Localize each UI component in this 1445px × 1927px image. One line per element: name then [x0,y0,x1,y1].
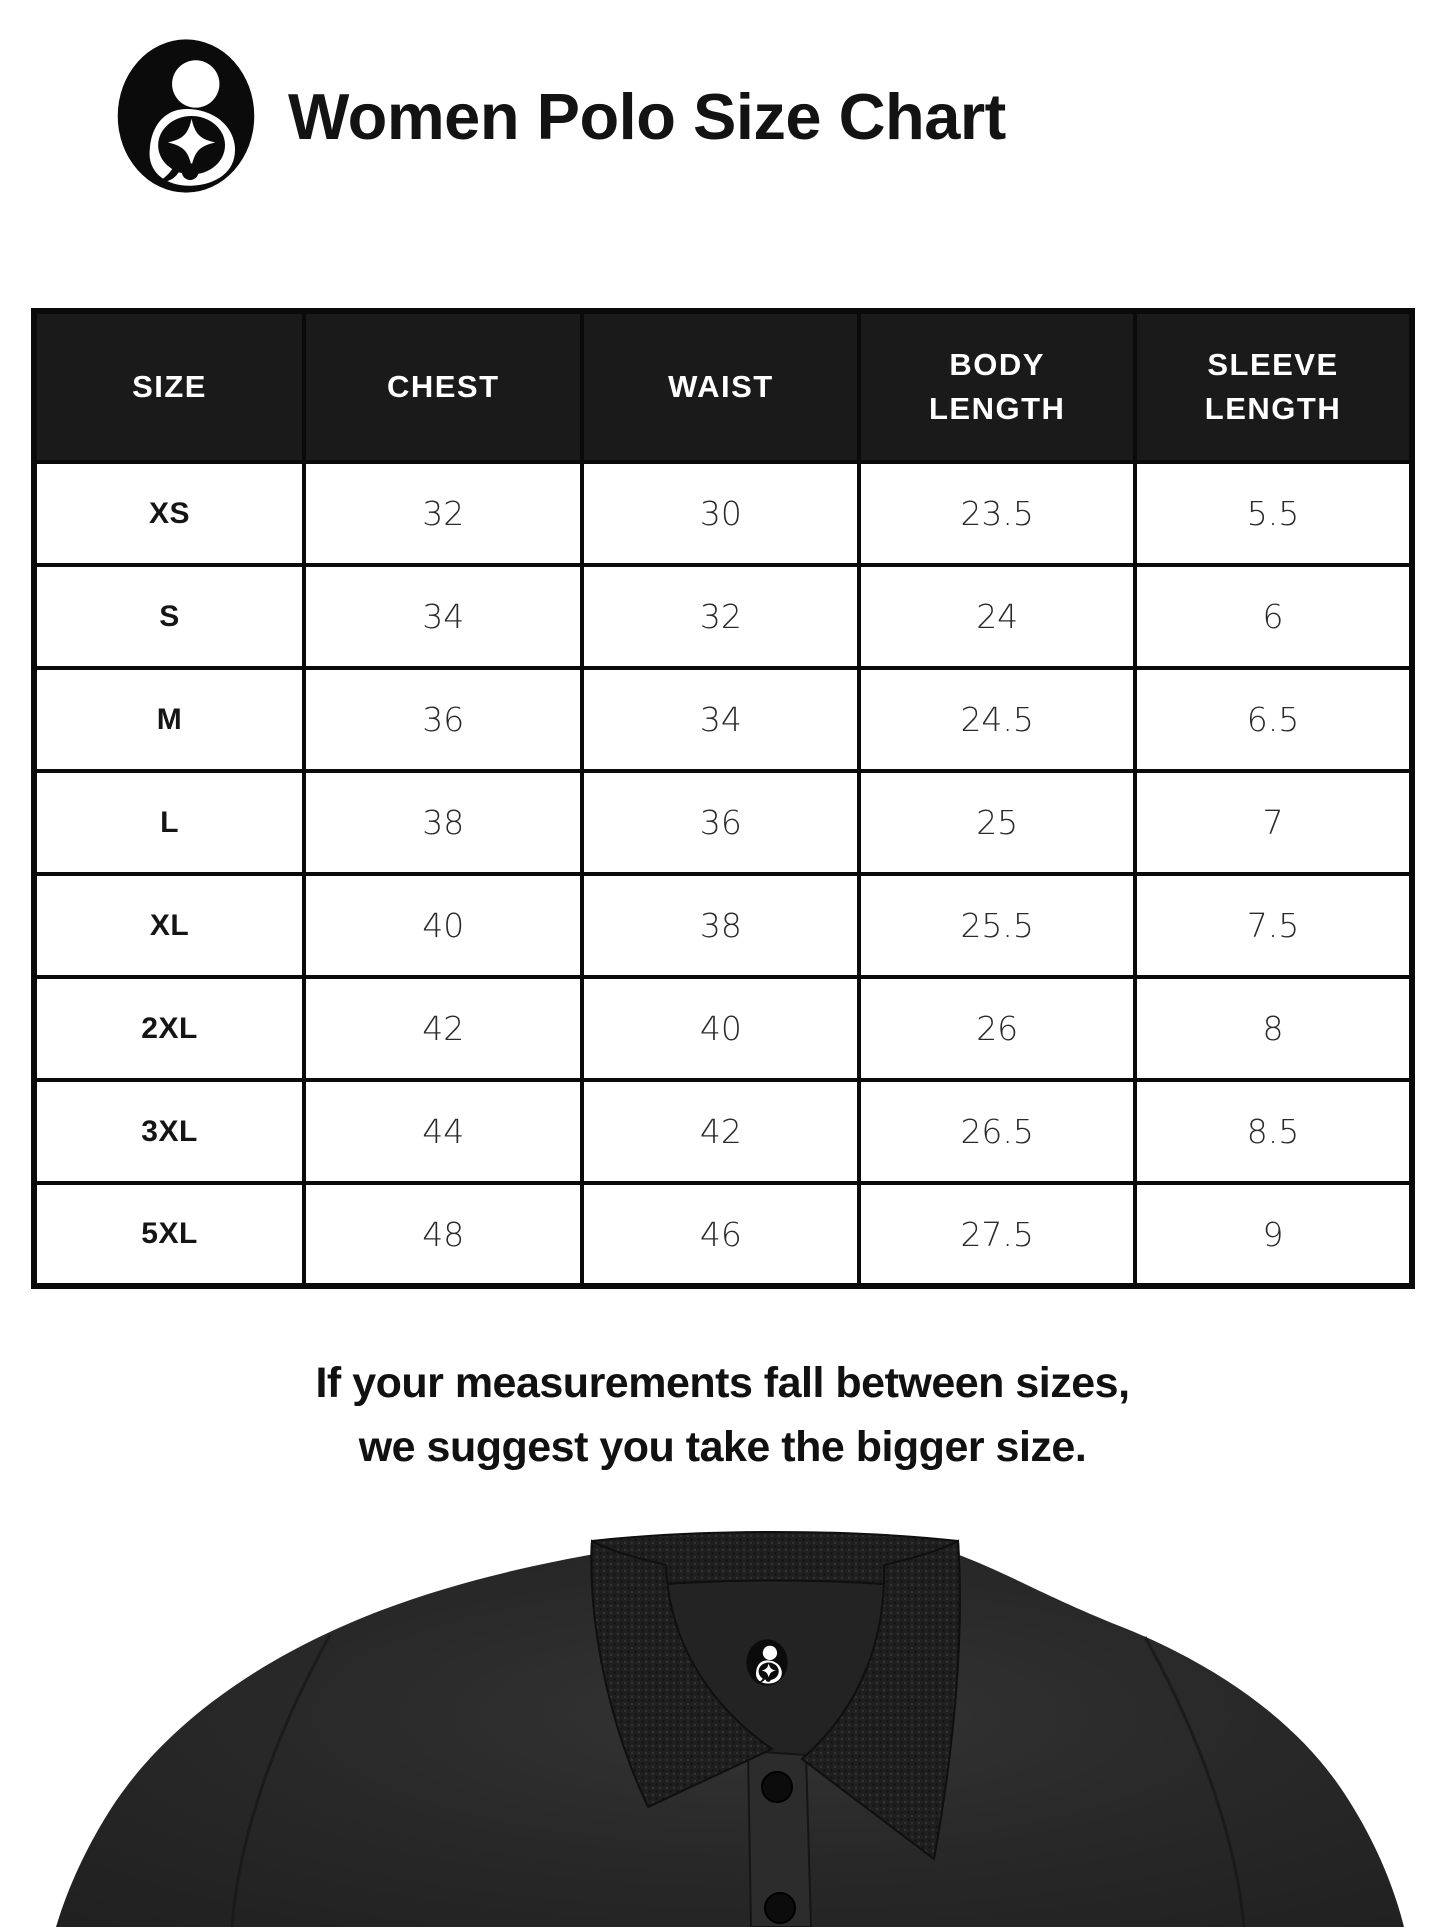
measurement-cell: 34 [304,565,582,668]
table-row [34,1080,1412,1183]
size-label-cell: XL [34,874,304,977]
column-header: CHEST [304,311,582,462]
measurement-cell: 25.5 [859,874,1135,977]
measurement-cell: 7.5 [1135,874,1412,977]
column-header: SIZE [34,311,304,462]
measurement-cell: 6.5 [1135,668,1412,771]
fit-note-line2: we suggest you take the bigger size. [358,1422,1087,1471]
polo-shirt-image [0,1527,1445,1927]
measurement-cell: 48 [304,1183,582,1286]
measurement-cell: 27.5 [859,1183,1135,1286]
measurement-cell: 8.5 [1135,1080,1412,1183]
measurement-cell: 25 [859,771,1135,874]
measurement-cell: 34 [582,668,859,771]
measurement-cell: 38 [582,874,859,977]
measurement-cell: 23.5 [859,462,1135,565]
table-row [34,565,1412,668]
measurement-cell: 36 [582,771,859,874]
measurement-cell: 8 [1135,977,1412,1080]
button [765,1893,795,1923]
fit-note [0,1352,1445,1479]
size-chart-table [31,308,1415,1289]
measurement-cell: 9 [1135,1183,1412,1286]
measurement-cell: 40 [304,874,582,977]
measurement-cell: 32 [582,565,859,668]
measurement-cell: 32 [304,462,582,565]
table-row [34,1183,1412,1286]
size-label-cell: 5XL [34,1183,304,1286]
header-row [34,311,1412,462]
measurement-cell: 44 [304,1080,582,1183]
size-label-cell: L [34,771,304,874]
size-label-cell: 3XL [34,1080,304,1183]
table-row [34,771,1412,874]
size-label-cell: M [34,668,304,771]
measurement-cell: 36 [304,668,582,771]
measurement-cell: 42 [582,1080,859,1183]
button [762,1772,792,1802]
column-header: WAIST [582,311,859,462]
column-header: BODY LENGTH [859,311,1135,462]
page-title: Women Polo Size Chart [288,79,1006,153]
fit-note-line1: If your measurements fall between sizes, [315,1359,1130,1407]
measurement-cell: 26 [859,977,1135,1080]
measurement-cell: 26.5 [859,1080,1135,1183]
measurement-cell: 6 [1135,565,1412,668]
measurement-cell: 7 [1135,771,1412,874]
measurement-cell: 24 [859,565,1135,668]
size-label-cell: XS [34,462,304,565]
table-body [34,462,1412,1286]
table-head [34,311,1412,462]
measurement-cell: 40 [582,977,859,1080]
brand-logo-icon [116,38,256,194]
table-row [34,977,1412,1080]
measurement-cell: 5.5 [1135,462,1412,565]
page-header [116,38,1006,194]
column-header: SLEEVE LENGTH [1135,311,1412,462]
table-row [34,874,1412,977]
size-table-container [31,308,1415,1289]
size-label-cell: S [34,565,304,668]
measurement-cell: 30 [582,462,859,565]
measurement-cell: 38 [304,771,582,874]
table-row [34,668,1412,771]
size-label-cell: 2XL [34,977,304,1080]
measurement-cell: 42 [304,977,582,1080]
measurement-cell: 24.5 [859,668,1135,771]
measurement-cell: 46 [582,1183,859,1286]
neck-tag-logo [746,1639,787,1685]
table-row [34,462,1412,565]
